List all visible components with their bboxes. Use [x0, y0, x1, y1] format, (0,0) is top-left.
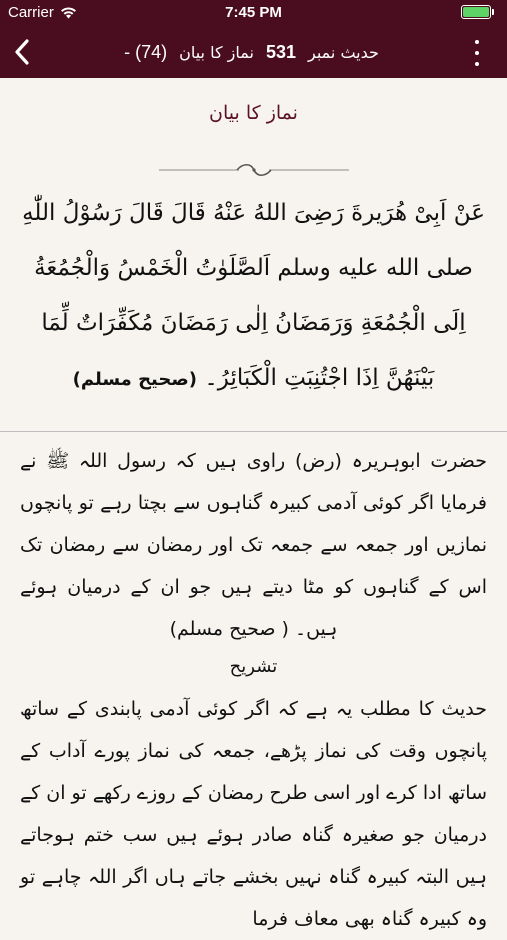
- ornament-divider-icon: [159, 162, 349, 178]
- nav-chapter-count: - (74): [124, 41, 168, 62]
- more-menu-button[interactable]: [467, 40, 487, 66]
- status-time: 7:45 PM: [225, 4, 282, 21]
- arabic-text: عَنْ اَبِیْ هُرَیرةَ رَضِیَ اللهُ عَنْهُ قَالَ قَالَ رَسُوْلُ اللّٰهِ صلی الله علیه وسلم اَلصَّلَوٰتُ الْخَمْسُ وَالْجُمُعَةُ اِلَى الْجُمُعَةِ وَرَمَضَانُ اِلٰى رَمَضَانَ مُكَفِّرَاتٌ لِّمَا بَيْنَهُنَّ اِذَا اجْتُنِبَتِ الْكَبَائِرُ۔: [22, 200, 485, 391]
- more-vertical-icon-dot: [475, 51, 479, 55]
- nav-title: [40, 38, 463, 66]
- chapter-heading: نماز کا بیان: [209, 102, 298, 124]
- battery-icon: [461, 5, 499, 21]
- more-vertical-icon-dot: [475, 62, 479, 66]
- hadith-label: حدیث نمبر: [308, 42, 379, 62]
- battery-level: [463, 7, 489, 17]
- urdu-translation: حضرت ابوہریرہ (رض) راوی ہیں کہ رسول اللہ ﷺ نے فرمایا اگر کوئی آدمی کبیرہ گناہوں سے بچتا رہے تو پانچوں نمازیں اور جمعہ سے جمعہ تک اور رمضان سے رمضان تک اس کے گناہوں کو مٹا دیتے ہیں جو ان کے درمیان ہوئے ہیں۔ ( صحیح مسلم): [20, 450, 487, 640]
- arabic-text-block: [22, 186, 485, 407]
- section-divider: [0, 431, 507, 432]
- back-button[interactable]: [4, 32, 40, 72]
- navigation-bar: [0, 26, 507, 78]
- more-vertical-icon-dot: [475, 40, 479, 44]
- status-bar: [0, 0, 507, 26]
- carrier-label: Carrier: [8, 4, 54, 21]
- nav-chapter-name: نماز کا بیان: [179, 42, 254, 62]
- explanation-text: حدیث کا مطلب یہ ہے کہ اگر کوئی آدمی پابندی کے ساتھ پانچوں وقت کی نماز پڑھے، جمعہ کی نماز پورے آداب کے ساتھ ادا کرے اور اسی طرح رمضان کے روزے رکھے تو ان کے درمیان جو صغیرہ گناہ صادر ہوئے ہیں سب ختم ہوجاتے ہیں البتہ کبیرہ گناہ نہیں بخشے جاتے ہاں اگر اللہ چاہے تو وہ کبیرہ گناہ بھی معاف فرما: [20, 698, 487, 930]
- hadith-content[interactable]: [0, 78, 507, 930]
- hadith-number: 531: [265, 41, 297, 62]
- battery-tip: [492, 9, 494, 15]
- arabic-reference: (صحیح مسلم): [72, 369, 198, 390]
- tashreeh-heading: تشریح: [229, 656, 278, 677]
- chevron-left-icon: [14, 39, 30, 65]
- battery-body: [461, 5, 491, 19]
